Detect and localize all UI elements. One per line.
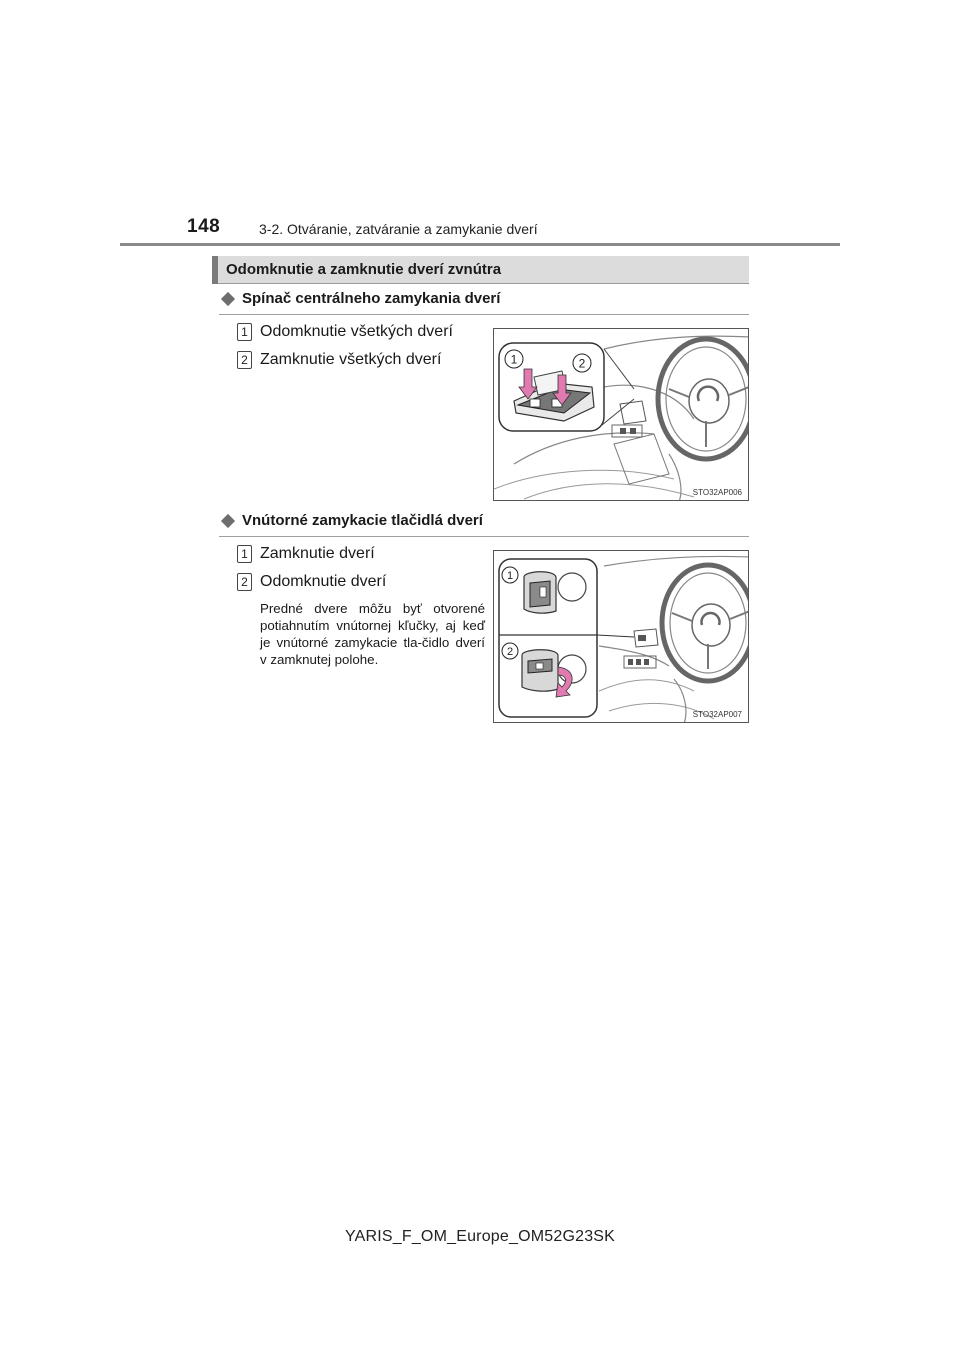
item-text: Odomknutie všetkých dverí [260, 323, 453, 340]
item-text: Zamknutie všetkých dverí [260, 351, 442, 368]
figure-central-lock-switch [493, 328, 749, 501]
item-text: Odomknutie dverí [260, 573, 387, 590]
section-2-heading [219, 512, 483, 529]
item-number-badge: 2 [237, 573, 252, 591]
note-text: Predné dvere môžu byť otvorené potiahnutím vnútornej kľučky, aj keď je vnútorné zamykacie tla-čidlo dverí v zamknutej polohe. [260, 601, 485, 667]
page-number: 148 [187, 216, 221, 237]
item-number-badge: 1 [237, 545, 252, 563]
figure-1-label-1: 1 [510, 352, 518, 367]
main-heading [212, 256, 749, 284]
inside-lock-illustration [494, 551, 749, 723]
diamond-bullet-icon [221, 291, 235, 305]
footer-document-id: YARIS_F_OM_Europe_OM52G23SK [344, 1228, 616, 1245]
figure-code: STO32AP007 [692, 710, 742, 719]
figure-1-label-2: 2 [578, 356, 586, 371]
section-1-title: Spínač centrálneho zamykania dverí [242, 290, 501, 307]
diamond-bullet-icon [221, 513, 235, 527]
figure-inside-lock-buttons [493, 550, 749, 723]
section-2-divider [219, 536, 749, 537]
central-lock-illustration [494, 329, 749, 501]
section-1-heading [219, 290, 500, 307]
figure-code: STO32AP006 [692, 488, 742, 497]
figure-2-label-1: 1 [506, 570, 514, 582]
section-title: 3-2. Otváranie, zatváranie a zamykanie dverí [259, 221, 538, 237]
main-heading-text: Odomknutie a zamknutie dverí zvnútra [226, 261, 502, 278]
item-number-badge: 2 [237, 351, 252, 369]
figure-2-label-2: 2 [506, 646, 514, 658]
heading-accent-bar [212, 256, 218, 284]
header-divider [120, 243, 840, 246]
item-number-badge: 1 [237, 323, 252, 341]
section-2-title: Vnútorné zamykacie tlačidlá dverí [242, 512, 483, 529]
item-text: Zamknutie dverí [260, 545, 375, 562]
section-1-divider [219, 314, 749, 315]
